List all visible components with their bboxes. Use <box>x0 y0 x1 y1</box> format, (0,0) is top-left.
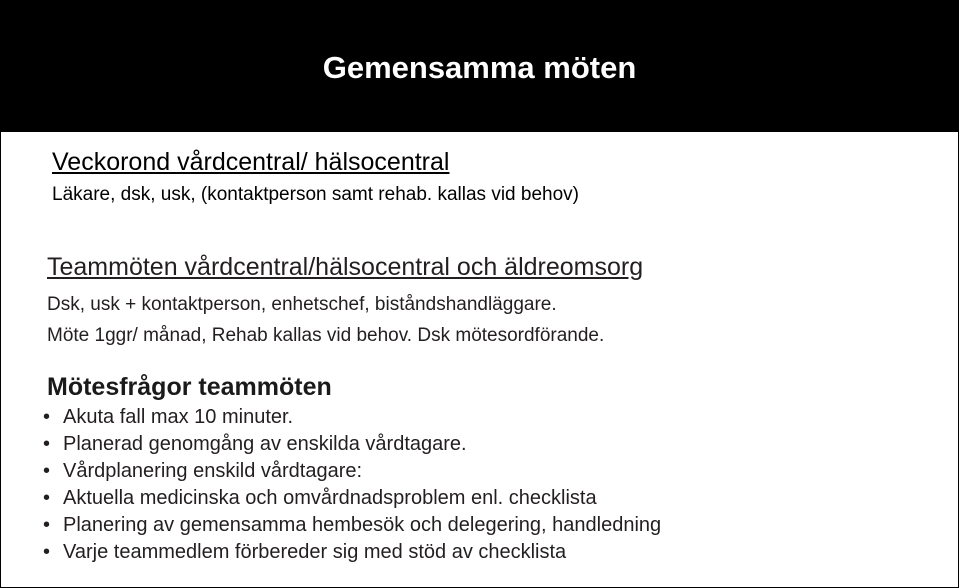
list-item-text: Akuta fall max 10 minuter. <box>63 406 294 428</box>
section-heading-teammoten: Teammöten vårdcentral/hälsocentral och äldreomsorg <box>47 253 644 281</box>
bullet-icon: • <box>43 433 51 455</box>
list-item <box>43 512 661 539</box>
list-item-text: Planering av gemensamma hembesök och delegering, handledning <box>63 514 662 536</box>
bullet-icon: • <box>43 541 51 563</box>
section-body-teammoten-line: Dsk, usk + kontaktperson, enhetschef, biståndshandläggare. <box>47 294 557 315</box>
slide-title: Gemensamma möten <box>322 50 637 85</box>
bullet-list <box>43 404 661 566</box>
title-bar <box>1 1 958 132</box>
list-item <box>43 485 661 512</box>
list-item <box>43 458 661 485</box>
section-heading-veckorond: Veckorond vårdcentral/ hälsocentral <box>52 148 450 176</box>
list-item <box>43 404 661 431</box>
list-item-text: Planerad genomgång av enskilda vårdtagare. <box>63 433 467 455</box>
list-item-text: Aktuella medicinska och omvårdnadsproblem enl. checklista <box>63 487 597 509</box>
list-item <box>43 539 661 566</box>
section-body-veckorond: Läkare, dsk, usk, (kontaktperson samt rehab. kallas vid behov) <box>52 184 579 205</box>
section-body-teammoten-line: Möte 1ggr/ månad, Rehab kallas vid behov. Dsk mötesordförande. <box>47 325 605 346</box>
bullet-icon: • <box>43 406 51 428</box>
bullet-icon: • <box>43 460 51 482</box>
bullet-icon: • <box>43 514 51 536</box>
bullet-icon: • <box>43 487 51 509</box>
list-item-text: Vårdplanering enskild vårdtagare: <box>63 460 363 482</box>
list-item <box>43 431 661 458</box>
list-item-text: Varje teammedlem förbereder sig med stöd av checklista <box>63 541 567 563</box>
section-heading-motesfragor: Mötesfrågor teammöten <box>47 373 332 401</box>
